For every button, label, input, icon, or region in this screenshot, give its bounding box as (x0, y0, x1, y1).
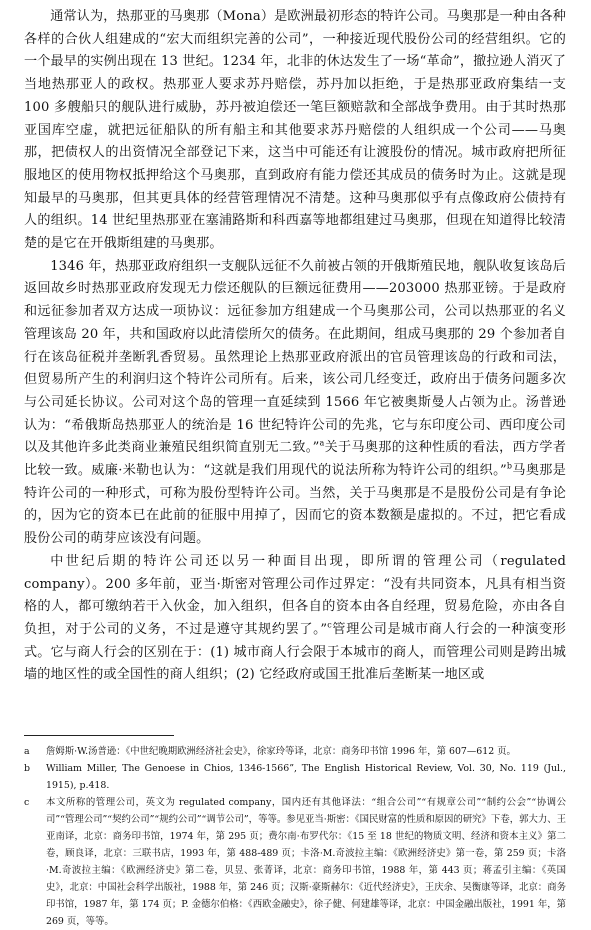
footnote-ref-a[interactable]: a (319, 439, 325, 448)
main-text (24, 6, 566, 687)
footnote-a (24, 743, 566, 760)
paragraph-text: 管理公司是城市商人行会的一种演变形式。它与商人行会的区别在于：(1) 城市商人行会限于本城市的商人，而管理公司则是跨出城墙的地区性的或全国性的商人组织；(2) 它经政府或国王批准后垄断某一地区或 (24, 621, 566, 683)
paragraph-chios-maona (24, 256, 566, 551)
footnote-text: 詹姆斯·W.汤普逊：《中世纪晚期欧洲经济社会史》，徐家玲等译，北京：商务印书馆 1996 年，第 607—612 页。 (46, 746, 516, 757)
paragraph-regulated-company (24, 551, 566, 687)
footnote-c (24, 794, 566, 930)
footnote-mark: b (24, 763, 31, 774)
footnote-ref-c[interactable]: c (327, 620, 332, 630)
footnote-mark: a (24, 746, 30, 757)
footnote-text: 本文所称的管理公司，英文为 regulated company，国内还有其他译法：“组合公司”“有规章公司”“制约公会”“协调公司”“管理公司”“契约公司”“规约公司”“调节公司”，等等。参见亚当·斯密：《国民财富的性质和原因的研究》下卷，郭大力、王亚南译，北京：商务印书馆，1974 年，第 295 页；费尔南·布罗代尔：《15 至 18 世纪的物质文明、经济和资本主义》第二卷，顾良译，北京：三联书店，1993 年，第 488-489 页；卡洛·M.奇波拉主编：《欧洲经济史》第一卷，第 259 页；卡洛·M.奇波拉主编：《欧洲经济史》第二卷，贝昱、张菁译，北京：商务印书馆，1988 年，第 443 页；蒋孟引主编：《英国史》，北京：中国社会科学出版社，1988 年，第 246 页；汉斯·豪斯赫尔：《近代经济史》，王庆余、吴衡康等译，北京：商务印书馆，1987 年，第 174 页；P. 金德尔伯格：《西欧金融史》，徐子健、何建雄等译，北京：中国金融出版社，1991 年，第 269 页，等等。 (46, 797, 566, 927)
paragraph-text: 中世纪后期的特许公司还以另一种面目出现，即所谓的管理公司（regulated company）。200 多年前，亚当·斯密对管理公司作过界定：“没有共同资本，凡具有相当资格的人，都可缴纳若干入伙金，加入组织，但各自的资本由各自经理，贸易危险，亦由各自负担，对于公司的义务，不过是遵守其规约罢了。” (24, 553, 566, 637)
footnote-divider (24, 735, 174, 736)
paragraph-text: 关于马奥那的这种性质的看法，西方学者比较一致。威廉·米勒也认为：“这就是我们用现代的说法所称为特许公司的组织。” (24, 440, 567, 479)
footnote-text: William Miller, The Genoese in Chios, 1346-1566”, The English Historical Review, Vol. 30, No. 119 (Jul., 1915), p.418. (46, 763, 566, 791)
footnote-b (24, 760, 566, 794)
paragraph-text: 1346 年，热那亚政府组织一支舰队远征不久前被占领的开俄斯殖民地，舰队收复该岛后返回故乡时热那亚政府发现无力偿还舰队的巨额远征费用——203000 热那亚镑。于是政府和远征参加者双方达成一项协议：远征参加方组建成一个马奥那公司，公司以热那亚的名义管理该岛 20 年，共和国政府以此清偿所欠的债务。在此期间，组成马奥那的 29 个参加者自行在该岛征税并垄断乳香贸易。虽然理论上热那亚政府派出的官员管理该岛的行政和司法，但贸易所产生的利润归这个特许公司所有。后来，该公司几经变迁，政府出于债务问题多次与公司延长协议。公司对这个岛的管理一直延续到 1566 年它被奥斯曼人占领为止。汤普逊认为：“希俄斯岛热那亚人的统治是 16 世纪特许公司的先兆，它与东印度公司、西印度公司以及其他许多此类商业兼殖民组织简直别无二致。” (24, 258, 566, 456)
paragraph-text: 通常认为，热那亚的马奥那（Mona）是欧洲最初形态的特许公司。马奥那是一种由各种各样的合伙人组建成的“宏大而组织完善的公司”，一种接近现代股份公司的经营组织。它的一个最早的实例出现在 13 世纪。1234 年，北非的休达发生了一场“革命”，撤拉逊人消灭了当地热那亚人的政权。热那亚人要求苏丹赔偿，苏丹加以拒绝，于是热那亚政府集结一支 100 多艘船只的舰队进行威胁，苏丹被迫偿还一笔巨额赔款和全部战争费用。由于其时热那亚国库空虚，就把远征船队的所有船主和其他要求苏丹赔偿的人组织成一个公司——马奥那，把债权人的出资情况全部登记下来，这当中可能还有让渡股份的情况。城市政府把所征服地区的使用物权抵押给这个马奥那，直到政府有能力偿还其成员的债务时为止。这就是现知最早的马奥那，但其更具体的经营管理情况不清楚。这种马奥那似乎有点像政府公债持有人的组织。14 世纪里热那亚在塞浦路斯和科西嘉等地都组建过马奥那，但现在知道得比较清楚的是它在开俄斯组建的马奥那。 (24, 9, 566, 252)
paragraph-text: 马奥那是特许公司的一种形式，可称为股份型特许公司。当然，关于马奥那是不是股份公司是有争论的，因为它的资本已在此前的征服中用掉了，因而它的资本数额是虚拟的。不过，把它看成股份公司的萌芽应该没有问题。 (24, 463, 567, 547)
footnote-mark: c (24, 797, 30, 808)
paragraph-maona-origin (24, 6, 566, 256)
footnotes (24, 743, 566, 930)
footnote-ref-b[interactable]: b (506, 461, 513, 471)
